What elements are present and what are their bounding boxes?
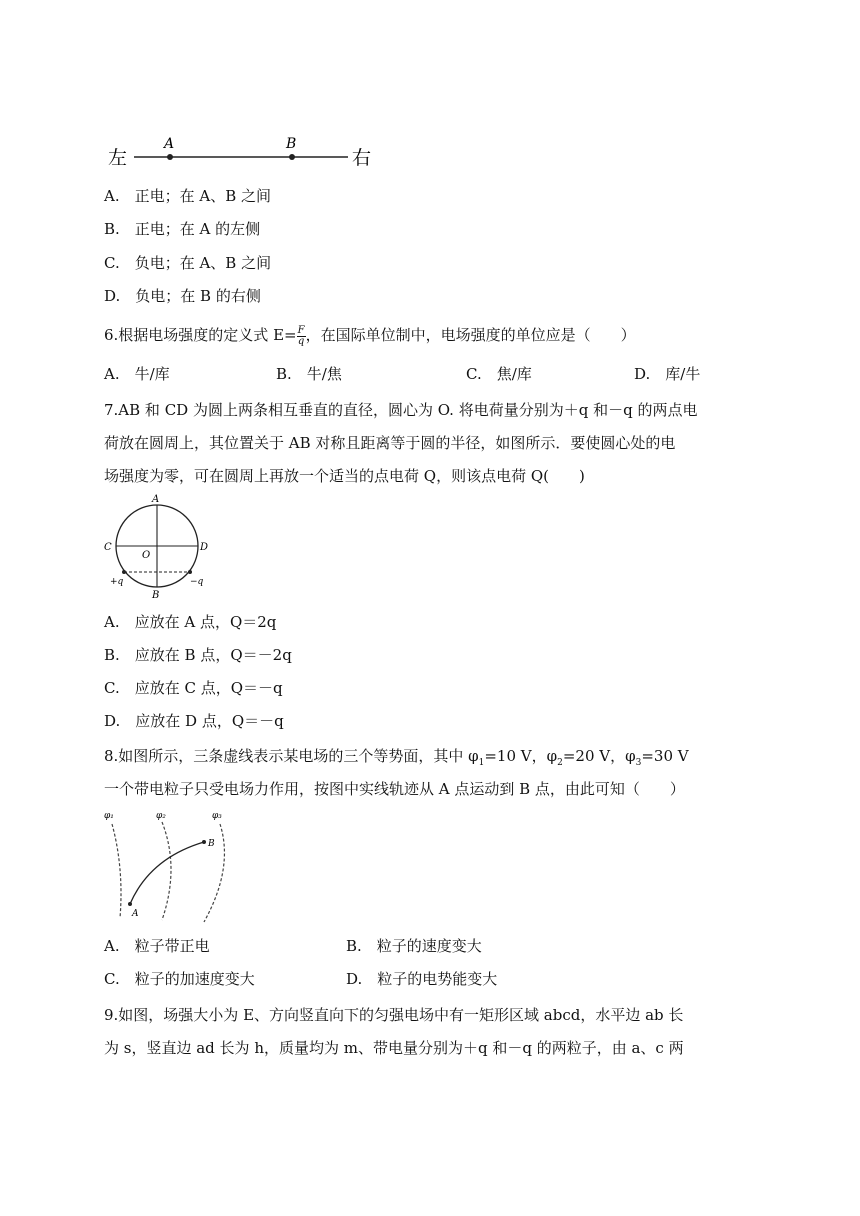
q6-option-b: B. 牛/焦 <box>276 365 342 383</box>
q5-line-figure <box>104 134 384 170</box>
phi-1-subscript: 1 <box>478 758 485 768</box>
label-phi2: φ₂ <box>156 811 166 821</box>
q8-stem-line-2: 一个带电粒子只受电场力作用，按图中实线轨迹从 A 点运动到 B 点，由此可知（ ） <box>104 780 685 798</box>
q9-stem-line-1: 9.如图，场强大小为 E、方向竖直向下的匀强电场中有一矩形区域 abcd，水平边 ab 长 <box>104 1006 684 1024</box>
q7-stem-line-3: 场强度为零，可在圆周上再放一个适当的点电荷 Q，则该点电荷 Q( ) <box>104 467 585 485</box>
q8-stem-line-1 <box>104 746 689 773</box>
point-b-label: B <box>286 136 297 152</box>
label-phi1: φ₁ <box>104 811 114 821</box>
q7-stem-line-2: 荷放在圆周上，其位置关于 AB 对称且距离等于圆的半径，如图所示．要使圆心处的电 <box>104 434 676 452</box>
q9-stem-line-2: 为 s，竖直边 ad 长为 h，质量均为 m、带电量分别为＋q 和－q 的两粒子，由 a、c 两 <box>104 1039 684 1057</box>
q6-stem-after: ，在国际单位制中，电场强度的单位应是（ ） <box>305 326 636 344</box>
label-o: O <box>142 550 151 561</box>
label-a: A <box>132 909 139 919</box>
fraction-numerator: F <box>297 324 305 336</box>
q7-circle-figure <box>104 492 216 602</box>
right-label: 右 <box>352 147 372 169</box>
q6-option-d: D. 库/牛 <box>634 365 701 383</box>
q8-equipotential-figure <box>100 808 240 928</box>
label-plus-q: +q <box>110 577 124 587</box>
q7-option-d: D. 应放在 D 点，Q＝－q <box>104 712 284 730</box>
q7-option-c: C. 应放在 C 点，Q＝－q <box>104 679 283 697</box>
q8-option-a: A. 粒子带正电 <box>104 937 210 955</box>
label-phi3: φ₃ <box>212 811 222 821</box>
q5-option-a: A. 正电；在 A、B 之间 <box>104 187 271 205</box>
phi-3-subscript: 3 <box>635 758 642 768</box>
q6-stem <box>104 325 636 347</box>
q6-option-c: C. 焦/库 <box>466 365 532 383</box>
label-b: B <box>152 590 160 601</box>
q5-option-c: C. 负电；在 A、B 之间 <box>104 254 272 272</box>
label-d: D <box>200 542 209 553</box>
label-c: C <box>104 542 112 553</box>
field-definition-fraction <box>297 326 306 347</box>
q7-option-a: A. 应放在 A 点，Q＝2q <box>104 613 277 631</box>
q8-stem-part-2: =10 V，φ <box>484 747 558 765</box>
label-minus-q: −q <box>190 577 204 587</box>
q8-stem-part-1: 8.如图所示，三条虚线表示某电场的三个等势面，其中 φ <box>104 747 479 765</box>
label-b: B <box>208 839 215 849</box>
q5-option-b: B. 正电；在 A 的左侧 <box>104 220 261 238</box>
q7-stem-line-1: 7.AB 和 CD 为圆上两条相互垂直的直径，圆心为 O. 将电荷量分别为＋q 和－q 的两点电 <box>104 401 698 419</box>
q8-option-b: B. 粒子的速度变大 <box>346 937 482 955</box>
q8-option-d: D. 粒子的电势能变大 <box>346 970 498 988</box>
fraction-denominator: q <box>297 335 305 347</box>
phi-2-subscript: 2 <box>557 758 563 768</box>
q7-option-b: B. 应放在 B 点，Q＝－2q <box>104 646 292 664</box>
point-a-label: A <box>164 136 175 152</box>
left-label: 左 <box>108 147 128 169</box>
q6-option-a: A. 牛/库 <box>104 365 170 383</box>
q8-stem-part-3: =20 V，φ <box>562 747 636 765</box>
label-a: A <box>152 494 160 505</box>
q6-stem-before: 6.根据电场强度的定义式 E= <box>104 326 297 344</box>
q5-option-d: D. 负电；在 B 的右侧 <box>104 287 261 305</box>
q8-stem-part-4: =30 V <box>641 747 689 765</box>
q8-option-c: C. 粒子的加速度变大 <box>104 970 255 988</box>
